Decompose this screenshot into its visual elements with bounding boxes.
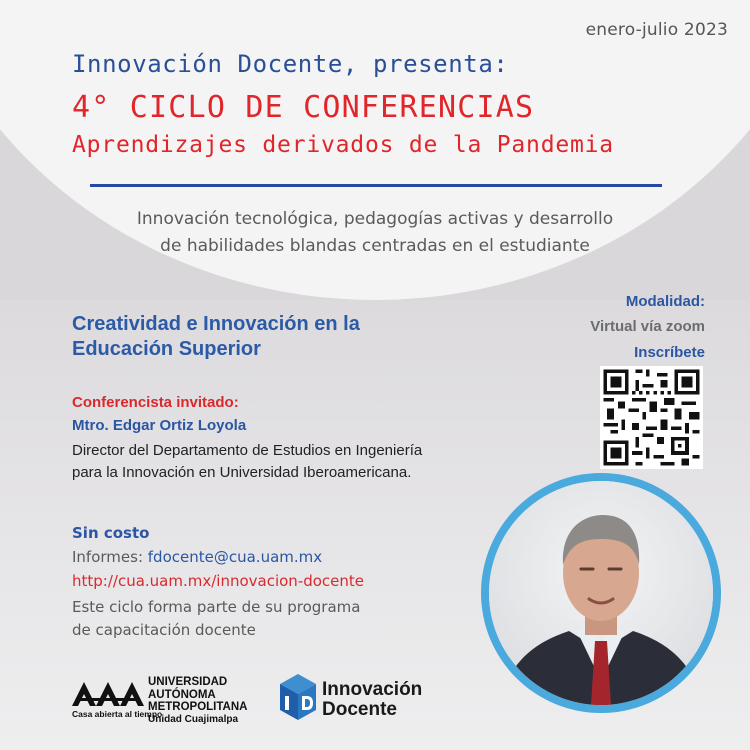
speaker-description-line-2: para la Innovación en Universidad Iberoamericana. xyxy=(72,464,412,481)
theme-text xyxy=(0,206,750,260)
talk-title xyxy=(72,312,360,362)
uam-name-line-1: UNIVERSIDAD xyxy=(148,676,228,688)
cost-label: Sin costo xyxy=(72,524,150,542)
signup-label: Inscríbete xyxy=(634,344,705,361)
program-note-line-2: de capacitación docente xyxy=(72,621,256,639)
modality-label: Modalidad: xyxy=(625,293,705,310)
speaker-name: Mtro. Edgar Ortiz Loyola xyxy=(72,417,247,434)
uam-logo-icon xyxy=(72,680,144,712)
event-title: 4° CICLO DE CONFERENCIAS xyxy=(72,90,535,125)
signup-qr-code[interactable] xyxy=(600,366,703,469)
contact-email-link[interactable]: fdocente@cua.uam.mx xyxy=(147,548,323,566)
title-divider xyxy=(90,184,662,187)
uam-name-line-4: Unidad Cuajimalpa xyxy=(148,713,239,725)
speaker-photo xyxy=(489,481,713,705)
talk-title-line-2: Educación Superior xyxy=(72,338,261,360)
modality-value: Virtual vía zoom xyxy=(590,318,705,335)
qr-code-icon xyxy=(600,366,703,469)
speaker-description-line-1: Director del Departamento de Estudios en Ingeniería xyxy=(72,442,423,459)
uam-name-line-3: METROPOLITANA xyxy=(148,701,248,713)
uam-name xyxy=(148,676,247,726)
wordmark-line-2: Docente xyxy=(322,699,397,720)
date-range: enero-julio 2023 xyxy=(585,20,728,40)
uam-name-line-2: AUTÓNOMA xyxy=(148,688,216,701)
event-subtitle: Aprendizajes derivados de la Pandemia xyxy=(72,132,614,158)
info-label: Informes: xyxy=(72,548,148,566)
program-note xyxy=(72,596,360,642)
program-note-line-1: Este ciclo forma parte de su programa xyxy=(72,598,361,616)
innovacion-docente-logo-icon xyxy=(278,672,318,726)
wordmark-line-1: Innovación xyxy=(322,679,423,700)
speaker-portrait-icon xyxy=(489,481,713,705)
theme-line-2: de habilidades blandas centradas en el estudiante xyxy=(160,236,590,256)
presenter-heading: Innovación Docente, presenta: xyxy=(72,50,509,78)
speaker-description xyxy=(72,440,467,484)
info-line xyxy=(72,548,322,566)
program-url-link[interactable]: http://cua.uam.mx/innovacion-docente xyxy=(72,572,365,590)
speaker-label: Conferencista invitado: xyxy=(72,394,239,411)
uam-tagline: Casa abierta al tiempo xyxy=(72,709,163,719)
talk-title-line-1: Creatividad e Innovación en la xyxy=(72,313,360,335)
innovacion-docente-wordmark xyxy=(322,680,422,720)
theme-line-1: Innovación tecnológica, pedagogías activas y desarrollo xyxy=(136,209,614,229)
